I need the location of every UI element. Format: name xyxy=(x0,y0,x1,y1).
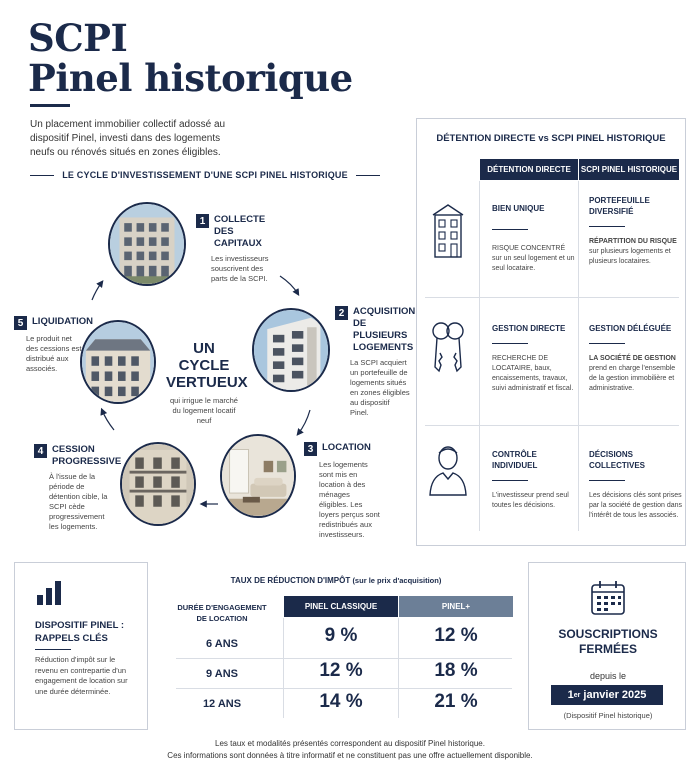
closed-since: depuis le xyxy=(589,671,627,681)
recall-desc: Réduction d'impôt sur le revenu en contrepartie d'un engagement de location sur une durée déterminée. xyxy=(35,655,128,696)
row1-scpi xyxy=(589,195,683,267)
intro-text: Un placement immobilier collectif adossé au dispositif Pinel, investi dans des logements neufs ou rénovés situés en zones éligibles. xyxy=(30,119,226,158)
step-3 xyxy=(304,442,384,540)
row2-scpi xyxy=(589,323,683,394)
row1-direct xyxy=(492,203,576,274)
row3-direct-title: CONTRÔLE INDIVIDUEL xyxy=(492,450,538,470)
cycle-center xyxy=(166,340,248,426)
step-3-number: 3 xyxy=(304,442,317,456)
closed-date xyxy=(551,685,663,705)
arrow-4-5 xyxy=(102,410,114,430)
step-2-name: ACQUISITION DE PLUSIEURS LOGEMENTS xyxy=(353,306,416,353)
page-title xyxy=(28,18,353,98)
arrow-5-1 xyxy=(92,282,102,300)
row3-scpi xyxy=(589,449,683,521)
step-2-desc: La SCPI acquiert un portefeuille de logements situés en zones éligibles au dispositif Pinel. xyxy=(350,358,410,417)
rate-plus-value: 18 % xyxy=(434,660,478,681)
divider xyxy=(176,658,512,659)
rate-row-duration: 6 ANS xyxy=(206,638,238,650)
building-icon xyxy=(429,201,467,259)
col-head-direct: DÉTENTION DIRECTE xyxy=(480,159,578,180)
divider xyxy=(176,688,512,689)
cycle-center-desc: qui irrigue le marché du logement locatif neuf xyxy=(170,396,238,425)
step-1-name: COLLECTE DES CAPITAUX xyxy=(214,214,266,249)
col-head-classic: PINEL CLASSIQUE xyxy=(284,596,398,617)
row2-direct-text: RECHERCHE DE LOCATAIRE, baux, encaissements, travaux, suivi administratif et fiscal. xyxy=(492,355,574,392)
calendar-icon xyxy=(589,579,627,617)
rates-section xyxy=(148,562,524,730)
rate-classic-value: 12 % xyxy=(319,660,363,681)
comparison-title: DÉTENTION DIRECTE vs SCPI PINEL HISTORIQUE xyxy=(436,133,666,144)
row3-direct-text: L'investisseur prend seul toutes les décisions. xyxy=(492,492,569,509)
row2-direct-title: GESTION DIRECTE xyxy=(492,324,566,333)
cell-rule xyxy=(492,480,528,481)
row3-scpi-title: DÉCISIONS COLLECTIVES xyxy=(589,450,646,470)
step-4 xyxy=(34,444,124,532)
closed-note: (Dispositif Pinel historique) xyxy=(563,711,653,720)
cell-rule xyxy=(589,480,625,481)
cell-rule xyxy=(589,343,625,344)
heading-rule-right xyxy=(356,175,380,176)
keys-icon xyxy=(429,317,467,377)
row2-scpi-text-rest: prend en charge l'ensemble de la gestion immobilière et administrative. xyxy=(589,365,676,392)
arrow-2-3 xyxy=(298,410,310,434)
step-4-desc: À l'issue de la période de détention cible, la SCPI cède progressivement les logements. xyxy=(49,472,108,531)
rate-classic-value: 9 % xyxy=(324,625,358,646)
heading-rule-left xyxy=(30,175,54,176)
cell-rule xyxy=(492,229,528,230)
step-5-number: 5 xyxy=(14,316,27,330)
divider xyxy=(425,425,679,426)
step-3-name: LOCATION xyxy=(322,442,371,453)
col-head-scpi: SCPI PINEL HISTORIQUE xyxy=(579,159,679,180)
row1-scpi-text-bold: RÉPARTITION DU RISQUE xyxy=(589,238,677,245)
step-2-number: 2 xyxy=(335,306,348,320)
step-5 xyxy=(14,316,94,374)
rate-classic-value: 14 % xyxy=(319,691,363,712)
closed-date-rest: janvier 2025 xyxy=(580,689,647,701)
step-2 xyxy=(335,306,416,418)
step-5-desc: Le produit net des cessions est distribué aux associés. xyxy=(26,334,82,373)
row1-direct-title: BIEN UNIQUE xyxy=(492,204,545,213)
step-1-desc: Les investisseurs souscrivent des parts de la SCPI. xyxy=(211,254,269,283)
duration-label: DURÉE D'ENGAGEMENT DE LOCATION xyxy=(177,603,267,623)
title-line-1: SCPI xyxy=(28,16,128,60)
step-4-number: 4 xyxy=(34,444,47,458)
col-head-plus: PINEL+ xyxy=(399,596,513,617)
title-underline xyxy=(30,104,70,107)
cycle-heading xyxy=(30,170,380,180)
closed-title: SOUSCRIPTIONS FERMÉES xyxy=(558,627,658,656)
row1-scpi-text-rest: sur plusieurs logements et plusieurs locataires. xyxy=(589,248,671,265)
cell-rule xyxy=(589,226,625,227)
rate-plus-value: 21 % xyxy=(434,691,478,712)
divider xyxy=(479,181,480,531)
footer-line-1: Les taux et modalités présentés correspondent au dispositif Pinel historique. xyxy=(215,739,485,748)
step-1-number: 1 xyxy=(196,214,209,228)
recall-title: DISPOSITIF PINEL : RAPPELS CLÉS xyxy=(35,620,125,644)
recall-rule xyxy=(35,649,71,650)
closed-date-num: 1 xyxy=(567,689,574,701)
cycle-heading-text: LE CYCLE D'INVESTISSEMENT D'UNE SCPI PINEL HISTORIQUE xyxy=(62,170,348,180)
rates-heading xyxy=(148,576,524,585)
rate-plus-value: 12 % xyxy=(434,625,478,646)
cycle-center-title: UN CYCLE VERTUEUX xyxy=(166,340,248,391)
row2-scpi-text-bold: LA SOCIÉTÉ DE GESTION xyxy=(589,355,676,362)
step-5-name: LIQUIDATION xyxy=(32,316,94,327)
divider xyxy=(425,297,679,298)
row1-direct-text: RISQUE CONCENTRÉ sur un seul logement et un seul locataire. xyxy=(492,245,575,272)
comparison-panel xyxy=(416,118,686,546)
step-3-desc: Les logements sont mis en location à des ménages éligibles. Les loyers perçus sont redistribués aux investisseurs. xyxy=(319,460,380,539)
closed-date-sup: er xyxy=(573,691,581,699)
step-4-name: CESSION PROGRESSIVE xyxy=(52,444,122,467)
row2-scpi-text xyxy=(589,354,683,394)
title-line-2: Pinel historique xyxy=(28,56,353,100)
row2-direct xyxy=(492,323,576,394)
step-1 xyxy=(196,214,306,284)
recall-box xyxy=(14,562,148,730)
row3-direct xyxy=(492,449,576,511)
row3-scpi-text: Les décisions clés sont prises par la société de gestion dans l'intérêt de tous les associés. xyxy=(589,492,683,519)
row1-scpi-text xyxy=(589,237,683,267)
row1-scpi-title: PORTEFEUILLE DIVERSIFIÉ xyxy=(589,196,650,216)
person-icon xyxy=(427,441,469,497)
rates-heading-note: (sur le prix d'acquisition) xyxy=(352,576,442,585)
row2-scpi-title: GESTION DÉLÉGUÉE xyxy=(589,324,672,333)
footer-line-2: Ces informations sont données à titre informatif et ne constituent pas une offre actuellement disponible. xyxy=(167,751,533,760)
rate-row-duration: 9 ANS xyxy=(206,668,238,680)
rates-heading-text: TAUX DE RÉDUCTION D'IMPÔT xyxy=(230,576,351,585)
closed-box xyxy=(528,562,686,730)
divider xyxy=(578,181,579,531)
bar-chart-icon xyxy=(35,579,63,607)
rate-row-duration: 12 ANS xyxy=(202,698,242,710)
cell-rule xyxy=(492,343,528,344)
